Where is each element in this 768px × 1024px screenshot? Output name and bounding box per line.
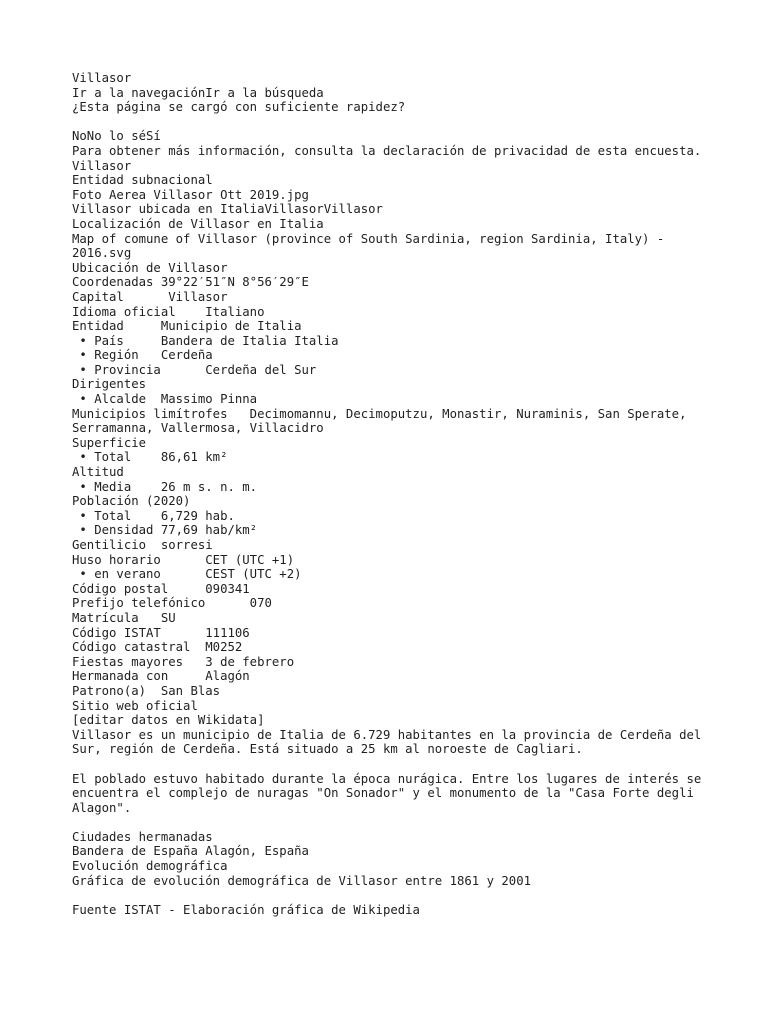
infobox-population: Población (2020) <box>72 494 191 509</box>
infobox-area-total: • Total 86,61 km² <box>72 450 228 465</box>
twin-cities-heading: Ciudades hermanadas <box>72 829 213 844</box>
demography-heading: Evolución demográfica <box>72 859 228 874</box>
infobox-located-map: Villasor ubicada en ItaliaVillasorVillasor <box>72 202 383 217</box>
infobox-leaders: Dirigentes <box>72 377 147 392</box>
infobox-website-link[interactable]: Sitio web oficial <box>72 698 198 713</box>
infobox-altitude-mean: • Media 26 m s. n. m. <box>72 479 258 494</box>
skip-links[interactable]: Ir a la navegaciónIr a la búsqueda <box>72 85 324 100</box>
infobox-festivals: Fiestas mayores 3 de febrero <box>72 654 295 669</box>
infobox-plate: Matrícula SU <box>72 610 176 625</box>
infobox-region: • Región Cerdeña <box>72 348 213 363</box>
intro-paragraph: Villasor es un municipio de Italia de 6.729 habitantes en la provincia de Cerdeña del Sur, región de Cerdeña. Está situado a 25 km al noroeste de Cagliari. <box>72 727 709 757</box>
demography-chart-caption: Gráfica de evolución demográfica de Villasor entre 1861 y 2001 <box>72 873 532 888</box>
infobox-bordering: Municipios limítrofes Decimomannu, Decimoputzu, Monastir, Nuraminis, San Sperate, Serramanna, Vallermosa, Villacidro <box>72 406 694 436</box>
infobox-located-caption: Localización de Villasor en Italia <box>72 216 324 231</box>
infobox-entity: Entidad Municipio de Italia <box>72 319 302 334</box>
infobox-demonym: Gentilicio sorresi <box>72 538 213 552</box>
source-note: Fuente ISTAT - Elaboración gráfica de Wikipedia <box>72 902 420 917</box>
infobox-summer-time: • en verano CEST (UTC +2) <box>72 567 302 582</box>
spacer <box>72 815 712 830</box>
infobox-istat: Código ISTAT 111106 <box>72 625 250 640</box>
spacer <box>72 115 712 130</box>
infobox-area: Superficie <box>72 435 147 450</box>
infobox-mayor: • Alcalde Massimo Pinna <box>72 392 258 407</box>
infobox-type: Entidad subnacional <box>72 173 213 188</box>
infobox-postal-code: Código postal 090341 <box>72 581 250 596</box>
infobox-location-caption: Ubicación de Villasor <box>72 260 228 275</box>
infobox-phone-prefix: Prefijo telefónico 070 <box>72 596 272 611</box>
infobox-population-total: • Total 6,729 hab. <box>72 508 235 523</box>
spacer <box>72 757 712 772</box>
infobox-population-density: • Densidad 77,69 hab/km² <box>72 523 258 538</box>
page-title: Villasor <box>72 71 132 85</box>
infobox-name: Villasor <box>72 158 132 173</box>
infobox-capital: Capital Villasor <box>72 289 228 304</box>
survey-question: ¿Esta página se cargó con suficiente rapidez? <box>72 100 406 115</box>
infobox-timezone: Huso horario CET (UTC +1) <box>72 552 295 567</box>
infobox-photo[interactable]: Foto Aerea Villasor Ott 2019.jpg <box>72 187 309 202</box>
infobox-altitude: Altitud <box>72 465 124 480</box>
infobox-patron: Patrono(a) San Blas <box>72 683 221 698</box>
document-page <box>72 71 712 917</box>
history-paragraph: El poblado estuvo habitado durante la época nurágica. Entre los lugares de interés se encuentra el complejo de nuragas "On Sonador" y el monumento de la "Casa Forte degli Alagon". <box>72 771 709 815</box>
survey-privacy-note: Para obtener más información, consulta la declaración de privacidad de esta encuesta. <box>72 143 702 158</box>
twin-city-item: Bandera de España Alagón, España <box>72 844 309 859</box>
infobox-country: • País Bandera de Italia Italia <box>72 333 339 348</box>
survey-options[interactable]: NoNo lo séSí <box>72 129 161 144</box>
infobox-language: Idioma oficial Italiano <box>72 304 265 319</box>
infobox-cadastral: Código catastral M0252 <box>72 640 243 655</box>
infobox-province: • Provincia Cerdeña del Sur <box>72 362 317 377</box>
infobox-coordinates[interactable]: Coordenadas 39°22′51″N 8°56′29″E <box>72 275 309 290</box>
infobox-map-file[interactable]: Map of comune of Villasor (province of South Sardinia, region Sardinia, Italy) - 2016.svg <box>72 231 672 261</box>
spacer <box>72 888 712 903</box>
infobox-twinned: Hermanada con Alagón <box>72 669 250 684</box>
infobox-edit-link[interactable]: [editar datos en Wikidata] <box>72 713 265 728</box>
